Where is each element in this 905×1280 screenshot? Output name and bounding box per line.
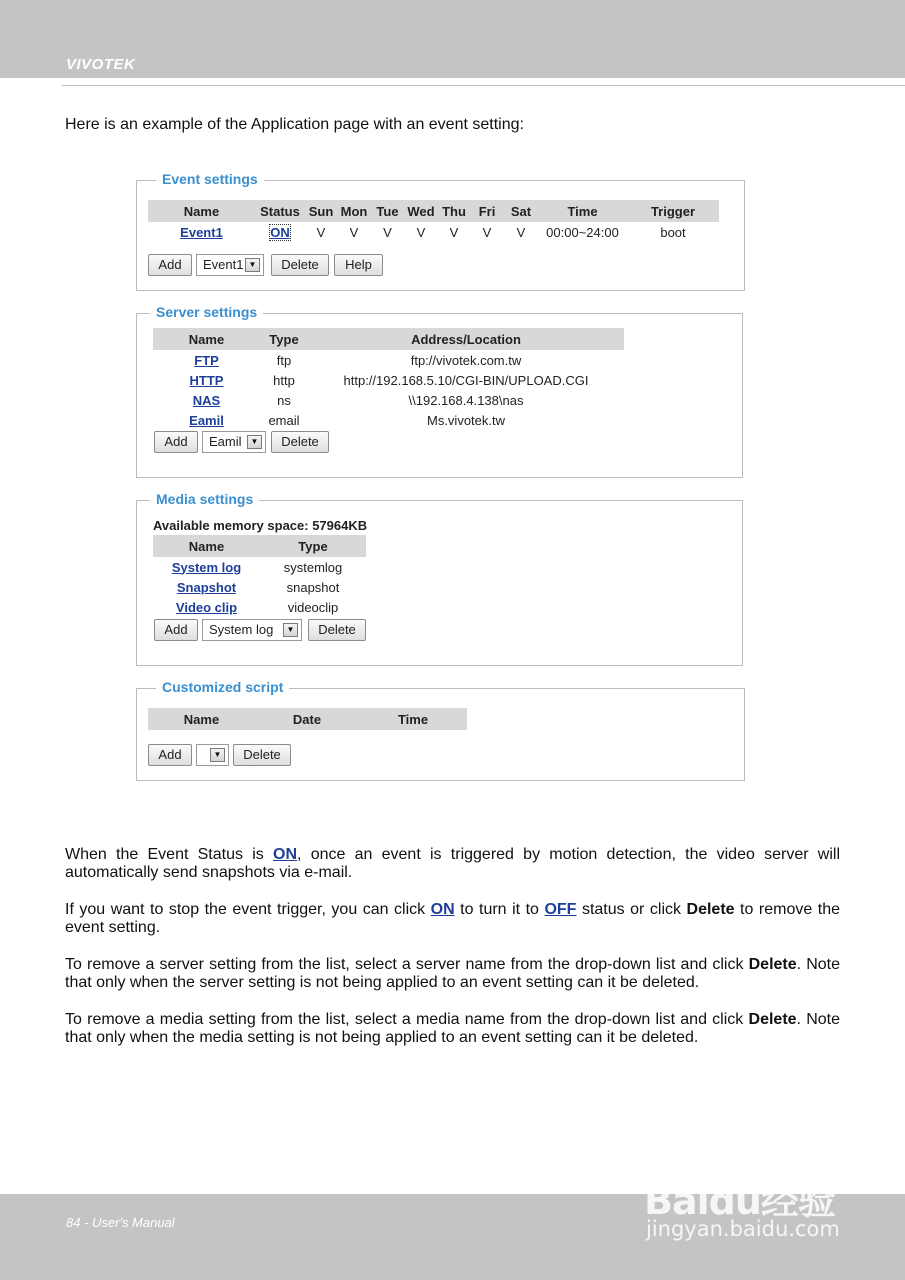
p4-text-a: To remove a media setting from the list, select a media name from the drop-down list and click bbox=[65, 1011, 749, 1028]
p2-text-d: to remove the event setting. bbox=[65, 901, 841, 936]
address-cell: Ms.vivotek.tw bbox=[426, 412, 505, 428]
chevron-down-icon[interactable]: ▼ bbox=[210, 748, 225, 762]
header-divider bbox=[62, 85, 905, 86]
table-row bbox=[153, 370, 624, 390]
event-settings-panel bbox=[136, 171, 745, 291]
off-link: OFF bbox=[544, 901, 577, 918]
col-mon: Mon bbox=[337, 200, 371, 222]
brand-label: VIVOTEK bbox=[66, 56, 136, 73]
type-cell: ns bbox=[277, 392, 291, 408]
table-row bbox=[153, 597, 366, 617]
server-link-nas[interactable]: NAS bbox=[192, 392, 221, 408]
customized-script-panel bbox=[136, 679, 745, 781]
event-select-value: Event1 bbox=[203, 257, 244, 272]
server-settings-panel bbox=[136, 304, 743, 478]
table-row bbox=[153, 350, 624, 370]
server-link-http[interactable]: HTTP bbox=[189, 372, 224, 388]
event-status-toggle[interactable]: ON bbox=[270, 224, 290, 240]
on-link: ON bbox=[273, 846, 298, 863]
event-table bbox=[148, 200, 719, 242]
server-table-header bbox=[153, 328, 624, 350]
customized-script-title: Customized script bbox=[156, 679, 289, 695]
server-select[interactable] bbox=[202, 431, 266, 453]
chevron-down-icon[interactable]: ▼ bbox=[245, 258, 260, 272]
table-row bbox=[153, 410, 624, 430]
server-table bbox=[153, 328, 624, 430]
server-add-button[interactable]: Add bbox=[154, 431, 198, 453]
watermark-url: jingyan.baidu.com bbox=[646, 1217, 840, 1241]
on-link: ON bbox=[430, 901, 455, 918]
type-cell: systemlog bbox=[283, 559, 343, 575]
tue-cell: V bbox=[383, 224, 392, 240]
p1-text-b: , once an event is triggered by motion detection, the video server will automatically send snapshots via e-mail. bbox=[65, 846, 841, 881]
col-trigger: Trigger bbox=[627, 200, 719, 222]
media-table bbox=[153, 535, 366, 617]
type-cell: snapshot bbox=[286, 579, 340, 595]
server-link-eamil[interactable]: Eamil bbox=[189, 412, 224, 428]
type-cell: videoclip bbox=[287, 599, 339, 615]
col-sat: Sat bbox=[504, 200, 538, 222]
paragraph-remove-server bbox=[65, 956, 840, 992]
event-name-link[interactable]: Event1 bbox=[180, 224, 223, 240]
delete-keyword: Delete bbox=[748, 956, 797, 973]
sun-cell: V bbox=[316, 224, 326, 240]
script-add-button[interactable]: Add bbox=[148, 744, 192, 766]
page-number: 84 - User's Manual bbox=[66, 1215, 175, 1230]
table-row bbox=[153, 577, 366, 597]
server-settings-title: Server settings bbox=[150, 304, 263, 320]
fri-cell: V bbox=[482, 224, 492, 240]
col-tue: Tue bbox=[371, 200, 404, 222]
p2-text-b: to turn it to bbox=[454, 901, 545, 918]
media-select-value: System log bbox=[209, 622, 274, 637]
sat-cell: V bbox=[516, 224, 526, 240]
script-delete-button[interactable]: Delete bbox=[233, 744, 291, 766]
paragraph-stop-trigger bbox=[65, 901, 840, 937]
p3-text-a: To remove a server setting from the list, select a server name from the drop-down list and click bbox=[65, 956, 749, 973]
col-status: Status bbox=[255, 200, 305, 222]
col-wed: Wed bbox=[404, 200, 438, 222]
table-row bbox=[148, 222, 719, 242]
table-row bbox=[153, 390, 624, 410]
event-table-header bbox=[148, 200, 719, 222]
media-settings-title: Media settings bbox=[150, 491, 259, 507]
col-type: Type bbox=[260, 328, 308, 350]
wed-cell: V bbox=[416, 224, 426, 240]
chevron-down-icon[interactable]: ▼ bbox=[247, 435, 262, 449]
table-row bbox=[153, 557, 366, 577]
intro-text: Here is an example of the Application page with an event setting: bbox=[65, 116, 524, 133]
col-thu: Thu bbox=[438, 200, 470, 222]
server-delete-button[interactable]: Delete bbox=[271, 431, 329, 453]
address-cell: http://192.168.5.10/CGI-BIN/UPLOAD.CGI bbox=[343, 372, 589, 388]
media-add-button[interactable]: Add bbox=[154, 619, 198, 641]
server-link-ftp[interactable]: FTP bbox=[194, 352, 219, 368]
col-time: Time bbox=[538, 200, 627, 222]
col-address: Address/Location bbox=[308, 328, 624, 350]
paragraph-event-status bbox=[65, 846, 840, 882]
p1-text-a: When the Event Status is bbox=[65, 846, 274, 863]
col-name: Name bbox=[148, 708, 255, 730]
media-settings-panel bbox=[136, 491, 743, 666]
event-settings-title: Event settings bbox=[156, 171, 264, 187]
p3-text-b: . Note that only when the server setting is not being applied to an event setting can it be deleted. bbox=[65, 956, 841, 991]
media-link-video-clip[interactable]: Video clip bbox=[175, 599, 238, 615]
col-type: Type bbox=[260, 535, 366, 557]
col-name: Name bbox=[148, 200, 255, 222]
p4-text-b: . Note that only when the media setting is not being applied to an event setting can it be deleted. bbox=[65, 1011, 841, 1046]
media-link-snapshot[interactable]: Snapshot bbox=[176, 579, 237, 595]
col-time: Time bbox=[359, 708, 467, 730]
p2-text-c: status or click bbox=[576, 901, 687, 918]
memory-space-label: Available memory space: 57964KB bbox=[153, 518, 368, 533]
col-name: Name bbox=[153, 535, 260, 557]
server-select-value: Eamil bbox=[209, 434, 242, 449]
event-select[interactable] bbox=[196, 254, 264, 276]
address-cell: \\192.168.4.138\nas bbox=[408, 392, 524, 408]
media-delete-button[interactable]: Delete bbox=[308, 619, 366, 641]
mon-cell: V bbox=[349, 224, 359, 240]
time-cell: 00:00~24:00 bbox=[546, 224, 619, 240]
event-delete-button[interactable]: Delete bbox=[271, 254, 329, 276]
col-fri: Fri bbox=[470, 200, 504, 222]
media-link-system-log[interactable]: System log bbox=[171, 559, 242, 575]
media-select[interactable] bbox=[202, 619, 302, 641]
script-table-header bbox=[148, 708, 467, 730]
col-name: Name bbox=[153, 328, 260, 350]
type-cell: http bbox=[273, 372, 295, 388]
thu-cell: V bbox=[449, 224, 459, 240]
media-table-header bbox=[153, 535, 366, 557]
watermark-logo-text: Baidu经验 bbox=[644, 1179, 835, 1223]
chevron-down-icon[interactable]: ▼ bbox=[283, 623, 298, 637]
script-select[interactable] bbox=[196, 744, 229, 766]
script-table bbox=[148, 708, 467, 730]
address-cell: ftp://vivotek.com.tw bbox=[410, 352, 522, 368]
col-date: Date bbox=[255, 708, 359, 730]
page-header bbox=[0, 0, 905, 78]
col-sun: Sun bbox=[305, 200, 337, 222]
delete-keyword: Delete bbox=[686, 901, 735, 918]
type-cell: email bbox=[268, 412, 300, 428]
trigger-cell: boot bbox=[660, 224, 686, 240]
paragraph-remove-media bbox=[65, 1011, 840, 1047]
delete-keyword: Delete bbox=[748, 1011, 797, 1028]
event-add-button[interactable]: Add bbox=[148, 254, 192, 276]
type-cell: ftp bbox=[276, 352, 292, 368]
event-help-button[interactable]: Help bbox=[334, 254, 383, 276]
p2-text-a: If you want to stop the event trigger, you can click bbox=[65, 901, 431, 918]
